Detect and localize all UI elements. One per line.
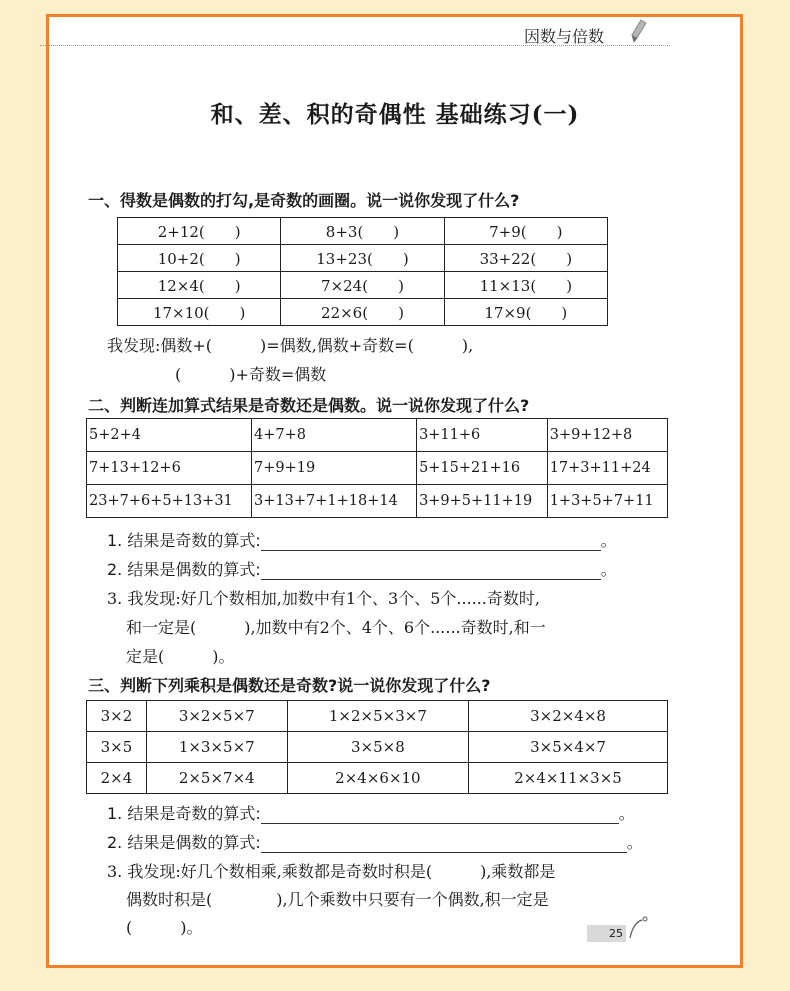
section3-even-answer-blank[interactable] bbox=[261, 852, 627, 853]
section3-item3-line2: 偶数时积是( ),几个乘数中只要有一个偶数,积一定是 bbox=[126, 890, 549, 909]
section1-table bbox=[117, 217, 608, 326]
section2-item2-end: 。 bbox=[600, 560, 617, 579]
page-corner-decoration bbox=[626, 914, 650, 940]
section2-item2-label: 2. 结果是偶数的算式: bbox=[107, 560, 261, 579]
section1-finding-line1: 我发现:偶数+( )=偶数,偶数+奇数=( ), bbox=[107, 336, 474, 355]
section2-cell: 7+13+12+6 bbox=[87, 452, 252, 485]
section2-even-answer-blank[interactable] bbox=[261, 579, 601, 580]
section1-cell: 17×10( ) bbox=[118, 299, 281, 326]
section3-heading: 三、判断下列乘积是偶数还是奇数?说一说你发现了什么? bbox=[88, 676, 491, 695]
section1-cell: 8+3( ) bbox=[281, 218, 444, 245]
section3-cell: 3×2×5×7 bbox=[146, 701, 287, 732]
section2-cell: 3+11+6 bbox=[417, 419, 548, 452]
section2-item3-line2: 和一定是( ),加数中有2个、4个、6个......奇数时,和一 bbox=[126, 618, 546, 637]
section2-cell: 5+15+21+16 bbox=[417, 452, 548, 485]
section1-cell: 12×4( ) bbox=[118, 272, 281, 299]
section2-cell: 3+13+7+1+18+14 bbox=[252, 485, 417, 518]
section3-table bbox=[86, 700, 668, 794]
section1-cell: 22×6( ) bbox=[281, 299, 444, 326]
section1-heading: 一、得数是偶数的打勾,是奇数的画圈。说一说你发现了什么? bbox=[88, 191, 520, 210]
page-title: 和、差、积的奇偶性 基础练习(一) bbox=[210, 101, 580, 128]
section3-cell: 2×5×7×4 bbox=[146, 763, 287, 794]
section1-cell: 13+23( ) bbox=[281, 245, 444, 272]
section2-cell: 1+3+5+7+11 bbox=[547, 485, 667, 518]
section2-cell: 5+2+4 bbox=[87, 419, 252, 452]
section3-item1 bbox=[107, 801, 635, 824]
section2-cell: 7+9+19 bbox=[252, 452, 417, 485]
section1-cell: 2+12( ) bbox=[118, 218, 281, 245]
section2-cell: 23+7+6+5+13+31 bbox=[87, 485, 252, 518]
section3-item1-label: 1. 结果是奇数的算式: bbox=[107, 804, 261, 823]
section2-row bbox=[87, 485, 668, 518]
section3-row bbox=[87, 701, 668, 732]
section2-item1-label: 1. 结果是奇数的算式: bbox=[107, 531, 261, 550]
section2-table bbox=[86, 418, 668, 518]
section3-item2-end: 。 bbox=[626, 833, 643, 852]
section2-item1 bbox=[107, 528, 617, 551]
section3-odd-answer-blank[interactable] bbox=[261, 823, 619, 824]
section1-row bbox=[118, 218, 608, 245]
section2-item1-end: 。 bbox=[600, 531, 617, 550]
section1-cell: 7+9( ) bbox=[444, 218, 607, 245]
section1-cell: 10+2( ) bbox=[118, 245, 281, 272]
section1-row bbox=[118, 272, 608, 299]
section3-cell: 3×5 bbox=[87, 732, 147, 763]
section2-odd-answer-blank[interactable] bbox=[261, 550, 601, 551]
section2-heading: 二、判断连加算式结果是奇数还是偶数。说一说你发现了什么? bbox=[88, 396, 530, 415]
header-title: 因数与倍数 bbox=[524, 27, 605, 46]
section3-cell: 2×4 bbox=[87, 763, 147, 794]
section3-cell: 2×4×6×10 bbox=[287, 763, 468, 794]
section1-finding-line2: ( )+奇数=偶数 bbox=[175, 365, 327, 384]
section1-cell: 7×24( ) bbox=[281, 272, 444, 299]
section3-cell: 3×2×4×8 bbox=[469, 701, 668, 732]
section3-cell: 3×5×4×7 bbox=[469, 732, 668, 763]
section3-item2 bbox=[107, 830, 643, 853]
section3-cell: 3×5×8 bbox=[287, 732, 468, 763]
header-divider bbox=[40, 45, 670, 46]
section3-cell: 3×2 bbox=[87, 701, 147, 732]
page-number: 25 bbox=[587, 925, 626, 942]
section1-row bbox=[118, 299, 608, 326]
section3-item2-label: 2. 结果是偶数的算式: bbox=[107, 833, 261, 852]
section2-row bbox=[87, 452, 668, 485]
section3-row bbox=[87, 763, 668, 794]
section2-cell: 4+7+8 bbox=[252, 419, 417, 452]
section2-item2 bbox=[107, 557, 617, 580]
section1-cell: 11×13( ) bbox=[444, 272, 607, 299]
section1-cell: 17×9( ) bbox=[444, 299, 607, 326]
section3-cell: 1×3×5×7 bbox=[146, 732, 287, 763]
pencil-icon bbox=[628, 18, 648, 44]
section3-cell: 1×2×5×3×7 bbox=[287, 701, 468, 732]
section3-item3-line1: 3. 我发现:好几个数相乘,乘数都是奇数时积是( ),乘数都是 bbox=[107, 862, 556, 881]
section2-item3-line3: 定是( )。 bbox=[126, 647, 235, 666]
section2-row bbox=[87, 419, 668, 452]
section3-item1-end: 。 bbox=[618, 804, 635, 823]
section2-item3-line1: 3. 我发现:好几个数相加,加数中有1个、3个、5个......奇数时, bbox=[107, 589, 540, 608]
section3-cell: 2×4×11×3×5 bbox=[469, 763, 668, 794]
section3-row bbox=[87, 732, 668, 763]
section2-cell: 3+9+5+11+19 bbox=[417, 485, 548, 518]
section2-cell: 3+9+12+8 bbox=[547, 419, 667, 452]
section2-cell: 17+3+11+24 bbox=[547, 452, 667, 485]
section1-row bbox=[118, 245, 608, 272]
section3-item3-line3: ( )。 bbox=[126, 918, 203, 937]
section1-cell: 33+22( ) bbox=[444, 245, 607, 272]
